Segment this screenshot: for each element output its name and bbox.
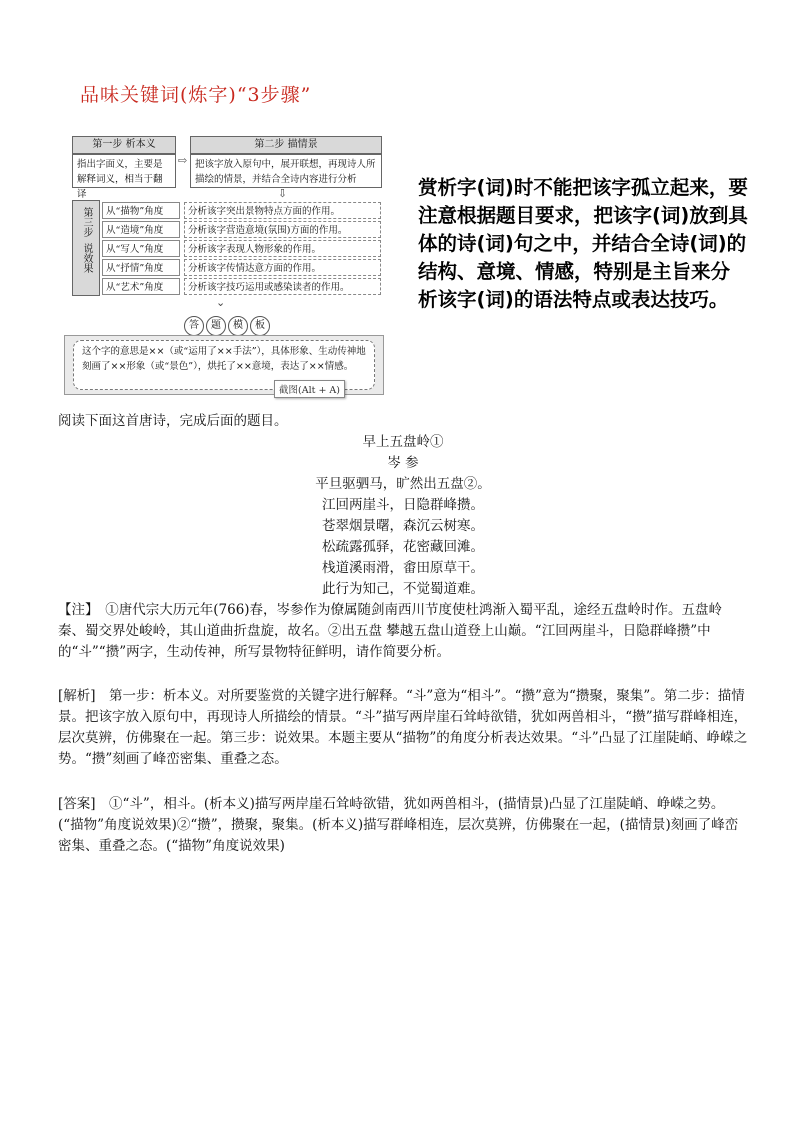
effect-desc: 分析该字传情达意方面的作用。 — [184, 259, 381, 276]
step3-subtitle: 说效果 — [81, 243, 92, 273]
note-paragraph: 【注】 ①唐代宗大历元年(766)春，岑参作为僚属随剑南西川节度使杜鸿渐入蜀平乱，途经五盘岭时作。五盘岭 秦、蜀交界处峻岭，其山道曲折盘旋，故名。②出五盘 攀越五盘山道登上山巅。“江回两崖斗，日隐群峰攒”中的“斗”“攒”两字，生动传神，所写景物特征鲜明，请作简要分析。 — [58, 602, 723, 660]
poem-line: 松疏露孤驿，花密藏回滩。 — [322, 539, 484, 555]
effect-angle: 从“艺术”角度 — [102, 278, 180, 295]
template-text: 这个字的意思是××（或“运用了××手法”），具体形象、生动传神地刻画了××形象（或“景色”），烘托了××意境，表达了××情感。 — [73, 340, 375, 390]
effect-angle: 从“抒情”角度 — [102, 259, 180, 276]
step1-body: 指出字面义，主要是解释词义，相当于翻译 — [72, 154, 176, 188]
steps-diagram — [64, 130, 384, 398]
step3-title: 第三步 — [81, 207, 92, 237]
chevron-down-icon: ⌄ — [216, 296, 226, 309]
effect-desc: 分析该字突出景物特点方面的作用。 — [184, 202, 381, 219]
step1-header: 第一步 析本义 — [72, 136, 176, 154]
poem-line: 平旦驱驷马，旷然出五盘②。 — [315, 476, 491, 492]
effect-angle: 从“描物”角度 — [102, 202, 180, 219]
step3-label — [72, 200, 100, 296]
template-char: 模 — [228, 316, 248, 336]
effect-angle: 从“造境”角度 — [102, 221, 180, 238]
arrow-down-icon: ⇩ — [278, 187, 288, 200]
answer-paragraph: [答案] ①“斗”，相斗。(析本义)描写两岸崖石耸峙欲错，犹如两兽相斗，(描情景)凸显了江崖陡峭、峥嵘之势。(“描物”角度说效果)②“攒”，攒聚，聚集。(析本义)描写群峰相连，层次莫辨，仿佛聚在一起，(描情景)刻画了峰峦密集、重叠之态。(“描物”角度说效果) — [58, 796, 739, 854]
poem-line: 栈道溪雨滑，畬田原草干。 — [322, 560, 484, 576]
poem-title: 早上五盘岭① — [362, 434, 444, 450]
template-char: 答 — [184, 316, 204, 336]
side-note: 赏析字(词)时不能把该字孤立起来，要注意根据题目要求，把该字(词)放到具体的诗(词)句之中，并结合全诗(词)的结构、意境、情感，特别是主旨来分析该字(词)的语法特点或表达技巧。 — [418, 176, 748, 311]
poem-line: 江回两崖斗，日隐群峰攒。 — [322, 497, 484, 513]
step2-body: 把该字放入原句中，展开联想，再现诗人所描绘的情景，并结合全诗内容进行分析 — [190, 154, 382, 188]
arrow-right-icon: ⇨ — [178, 154, 188, 167]
screenshot-tooltip: 截图(Alt + A) — [274, 380, 345, 398]
effect-desc: 分析该字技巧运用或感染读者的作用。 — [184, 278, 381, 295]
effect-angle: 从“写人”角度 — [102, 240, 180, 257]
poem-line: 此行为知己，不觉蜀道难。 — [322, 581, 484, 597]
template-char: 题 — [206, 316, 226, 336]
effect-desc: 分析该字营造意境(氛围)方面的作用。 — [184, 221, 381, 238]
analysis-paragraph: [解析] 第一步：析本义。对所要鉴赏的关键字进行解释。“斗”意为“相斗”。“攒”意为“攒聚，聚集”。第二步：描情景。把该字放入原句中，再现诗人所描绘的情景。“斗”描写两岸崖石耸峙欲错，犹如两兽相斗，“攒”描写群峰相连，层次莫辨，仿佛聚在一起。第三步：说效果。本题主要从“描物”的角度分析表达效果。“斗”凸显了江崖陡峭、峥嵘之势。“攒”刻画了峰峦密集、重叠之态。 — [58, 688, 748, 767]
effect-desc: 分析该字表现人物形象的作用。 — [184, 240, 381, 257]
page-title: 品味关键词(炼字)“3步骤” — [80, 84, 312, 106]
poem-author: 岑 参 — [387, 455, 419, 471]
intro-text: 阅读下面这首唐诗，完成后面的题目。 — [58, 413, 288, 429]
template-char: 板 — [250, 316, 270, 336]
template-title — [184, 316, 270, 336]
step2-header: 第二步 描情景 — [190, 136, 382, 154]
poem-line: 苍翠烟景曙，森沉云树寒。 — [322, 518, 484, 534]
